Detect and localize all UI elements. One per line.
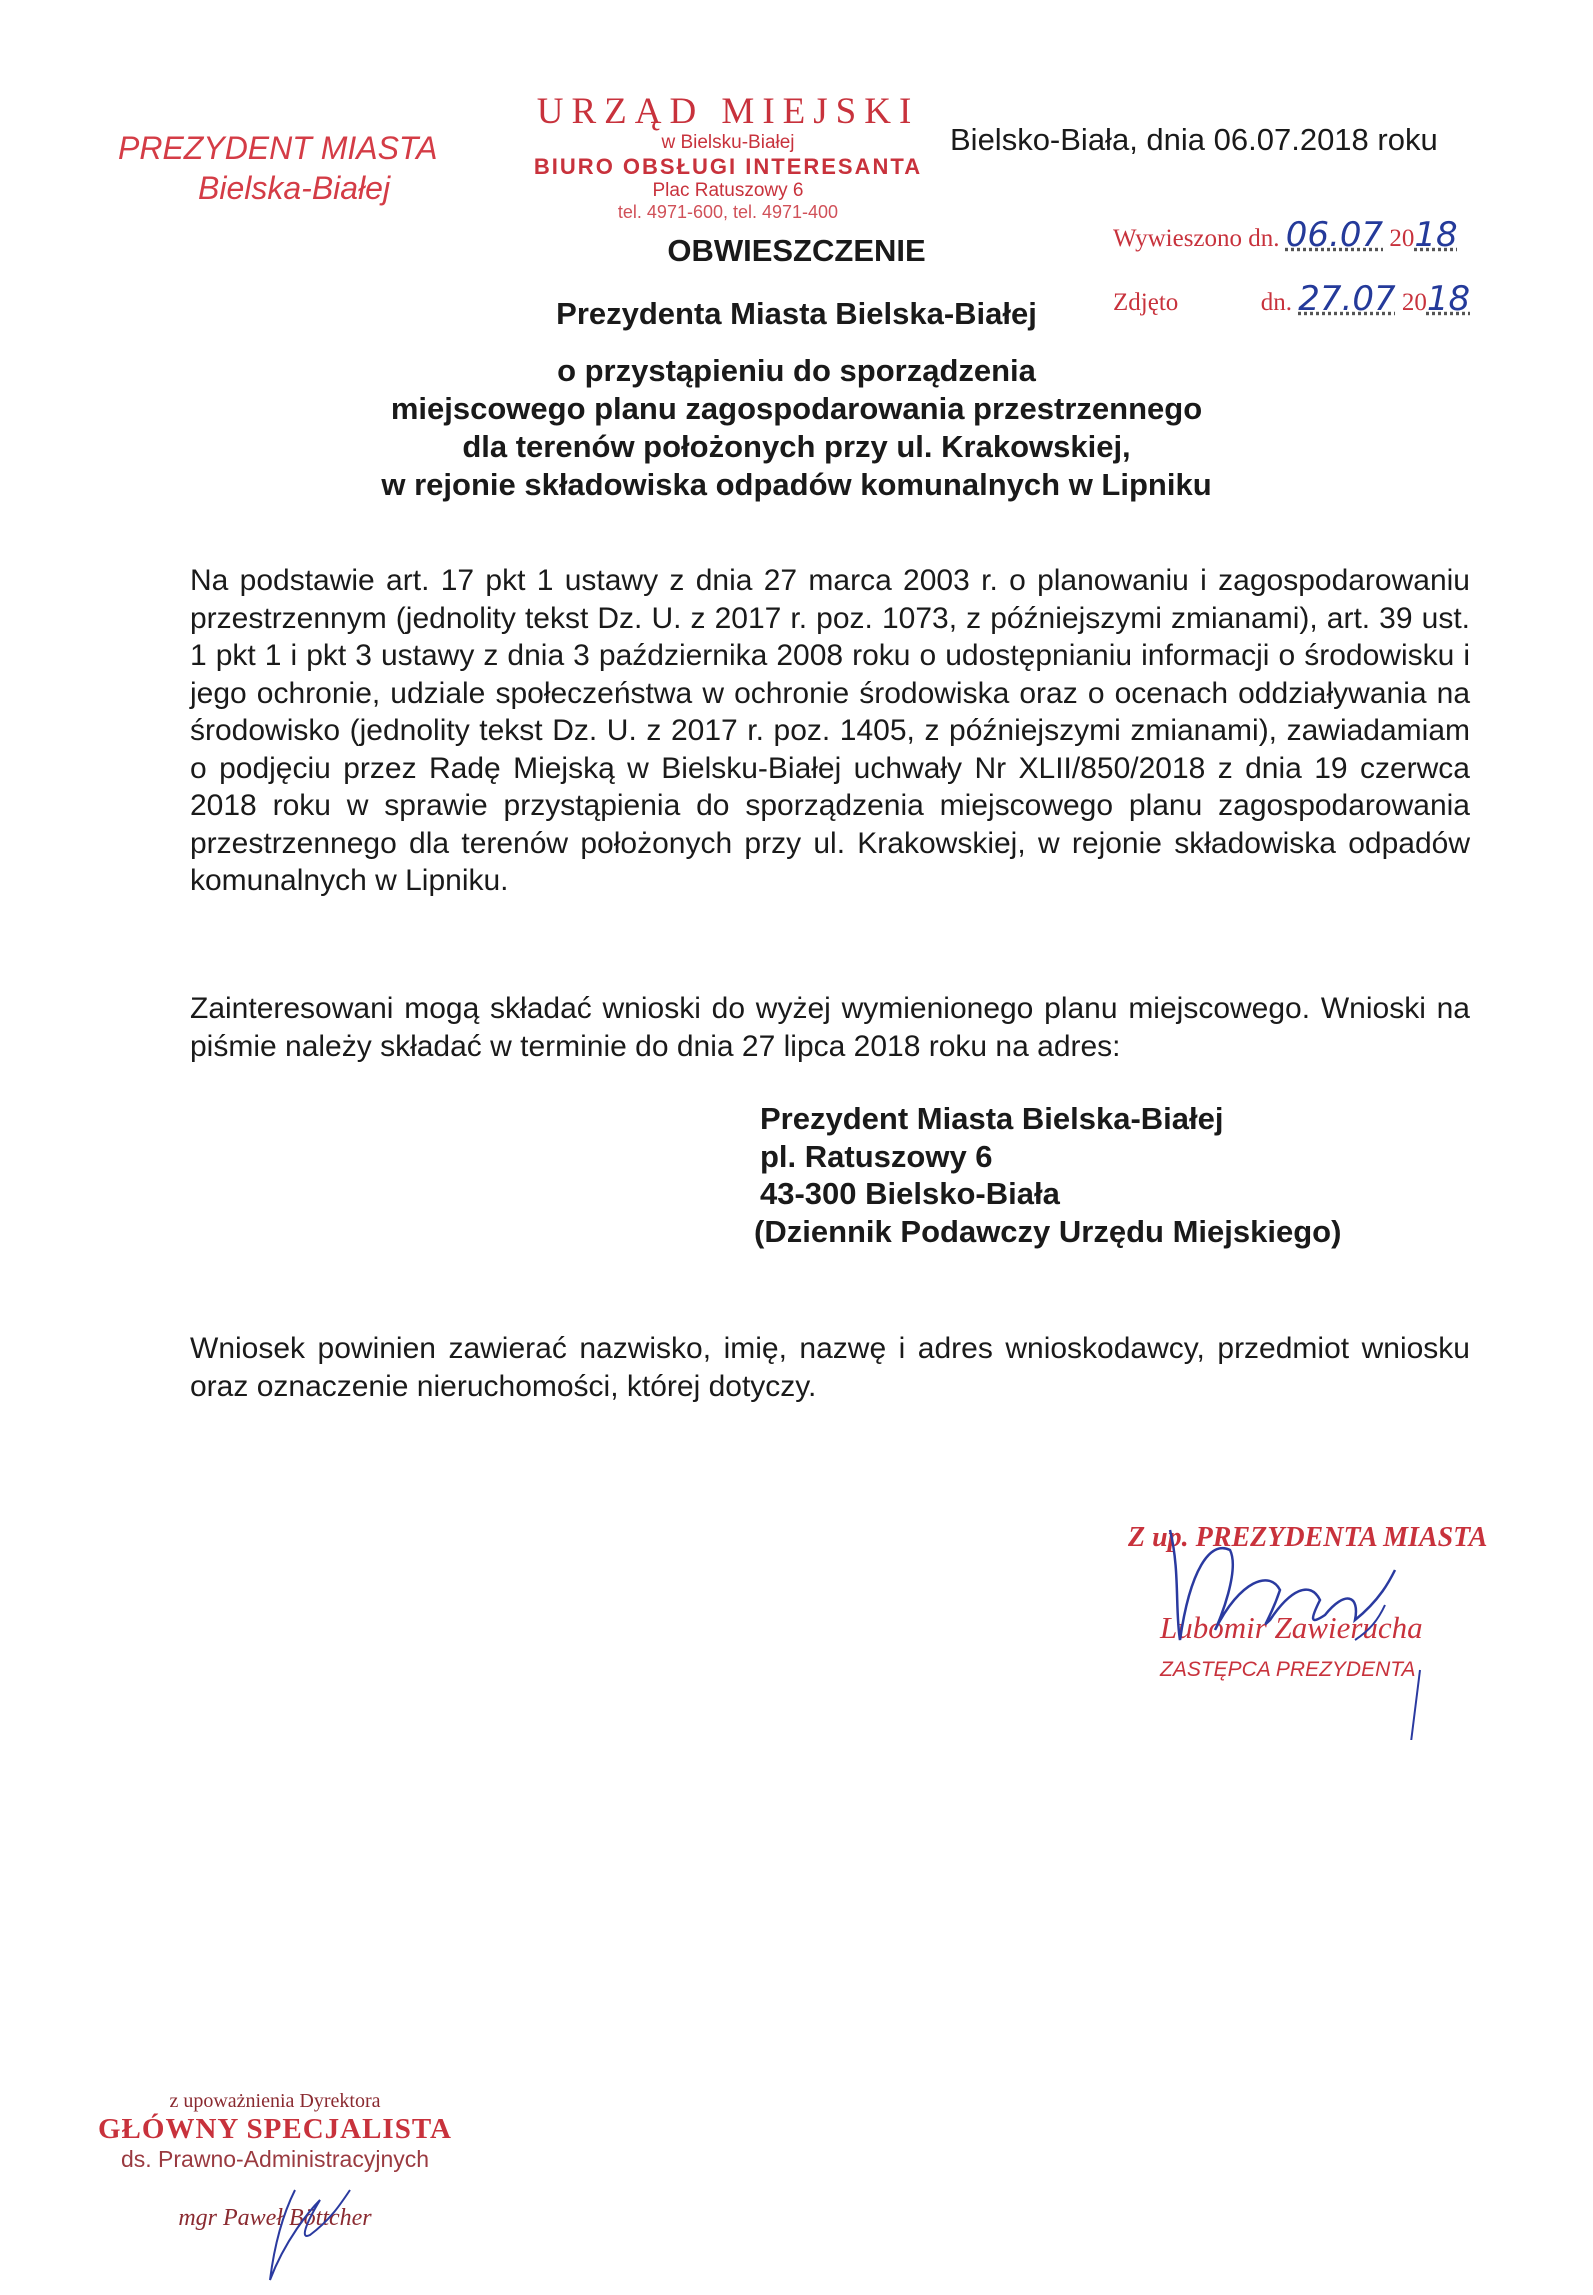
authorization-stamp	[70, 2090, 480, 2232]
removed-date: 27.07	[1298, 279, 1396, 319]
address-line-3: 43-300 Bielsko-Biała	[760, 1176, 1060, 1211]
removed-label: Zdjęto	[1113, 289, 1179, 316]
authorization-stamp-line2: GŁÓWNY SPECJALISTA	[98, 2113, 452, 2145]
subject-line-2: miejscowego planu zagospodarowania przestrzennego	[390, 391, 1203, 426]
authorization-stamp-line1: z upoważnienia Dyrektora	[169, 2090, 381, 2112]
address-line-2: pl. Ratuszowy 6	[760, 1138, 993, 1174]
president-stamp-line2: Bielska-Białej	[198, 170, 391, 206]
posted-year-prefix: 20	[1389, 225, 1415, 252]
subject-line-1: o przystąpieniu do sporządzenia	[557, 353, 1036, 388]
signature-line-1: Z up. PREZYDENTA MIASTA	[1128, 1522, 1488, 1553]
handwritten-initials	[70, 2090, 480, 2290]
posted-year: 18	[1414, 215, 1458, 255]
president-stamp-line1: PREZYDENT MIASTA	[118, 130, 438, 166]
address-line-4: (Dziennik Podawczy Urzędu Miejskiego)	[754, 1213, 1342, 1249]
signature-block	[1120, 1510, 1520, 1740]
removed-year-prefix: 20	[1401, 289, 1427, 316]
authorization-stamp-line4: mgr Paweł Böttcher	[178, 2205, 372, 2231]
body-paragraph-1: Na podstawie art. 17 pkt 1 ustawy z dnia 27 marca 2003 r. o planowaniu i zagospodarowaniu przestrzennym (jednolity tekst Dz. U. z 2017 r. poz. 1073, z późniejszymi zmianami), art. 39 ust. 1 pkt 1 i pkt 3 ustawy z dnia 3 października 2008 roku o udostępnianiu informacji o środowisku i jego ochronie, udziale społeczeństwa w ochronie środowiska oraz o ocenach oddziaływania na środowisko (jednolity tekst Dz. U. z 2017 r. poz. 1405, z późniejszymi zmianami), zawiadamiam o podjęciu przez Radę Miejską w Bielsku-Białej uchwały Nr XLII/850/2018 z dnia 19 czerwca 2018 roku w sprawie przystąpienia do sporządzenia miejscowego planu zagospodarowania przestrzennego dla terenów położonych przy ul. Krakowskiej, w rejonie składowiska odpadów komunalnych w Lipniku.	[190, 564, 1470, 897]
removed-year: 18	[1426, 279, 1471, 319]
president-stamp	[118, 128, 437, 208]
removed-dn-label: dn.	[1260, 289, 1293, 316]
document-type: OBWIESZCZENIE	[667, 233, 926, 268]
handwritten-signature	[1120, 1510, 1520, 1740]
signature-line-3: ZASTĘPCA PREZYDENTA	[1160, 1658, 1416, 1681]
body-paragraph-2: Zainteresowani mogą składać wnioski do wyżej wymienionego planu miejscowego. Wnioski na piśmie należy składać w terminie do dnia 27 lipca 2018 roku na adres:	[190, 992, 1470, 1063]
address-line-1: Prezydent Miasta Bielska-Białej	[760, 1101, 1224, 1136]
subject-line-3: dla terenów położonych przy ul. Krakowskiej,	[462, 429, 1131, 464]
address-block	[754, 1100, 1342, 1250]
office-stamp-line1: URZĄD MIEJSKI	[536, 91, 920, 132]
office-stamp-line3: BIURO OBSŁUGI INTERESANTA	[533, 154, 923, 179]
place-date: Bielsko-Biała, dnia 06.07.2018 roku	[950, 122, 1438, 157]
signature-line-2: Lubomir Zawierucha	[1160, 1610, 1423, 1645]
posted-label: Wywieszono dn.	[1113, 225, 1280, 252]
office-stamp	[528, 92, 928, 222]
issuer-title: Prezydenta Miasta Bielska-Białej	[556, 296, 1037, 331]
subject-line-4: w rejonie składowiska odpadów komunalnych w Lipniku	[381, 467, 1212, 502]
office-stamp-line4: Plac Ratuszowy 6	[652, 180, 804, 201]
body-paragraph-3: Wniosek powinien zawierać nazwisko, imię, nazwę i adres wnioskodawcy, przedmiot wniosku oraz oznaczenie nieruchomości, której dotyczy.	[190, 1332, 1470, 1403]
office-stamp-line5: tel. 4971-600, tel. 4971-400	[617, 202, 839, 222]
posted-date: 06.07	[1285, 215, 1384, 255]
authorization-stamp-line3: ds. Prawno-Administracyjnych	[120, 2146, 430, 2172]
office-stamp-line2: w Bielsku-Białej	[661, 132, 795, 153]
